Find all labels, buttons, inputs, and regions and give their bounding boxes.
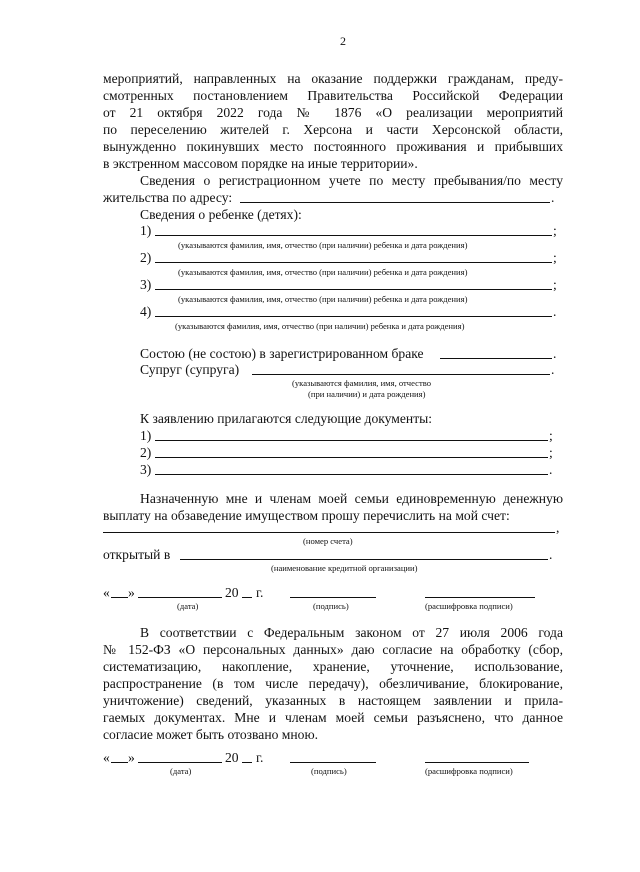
registration-line-2: жительства по адресу:: [103, 190, 233, 205]
child-2-field[interactable]: [155, 262, 552, 263]
intro-line-4: вынужденно покинувших место постоянного проживания и прибывших: [103, 139, 563, 154]
registration-line-1: Сведения о регистрационном учете по месту пребывания/по месту: [140, 173, 563, 188]
decoding-hint-2: (расшифровка подписи): [425, 766, 513, 776]
spouse-hint-1: (указываются фамилия, имя, отчество: [292, 378, 432, 388]
document-2-number: 2): [140, 445, 152, 460]
consent-line-3: систематизацию, накопление, хранение, уточнение, использование,: [103, 659, 563, 674]
document-2-field[interactable]: [155, 457, 548, 458]
intro-line-3: по переселению жителей г. Херсона и части Херсонской области,: [103, 122, 563, 137]
document-page: 2 мероприятий, направленных на оказание поддержки гражданам, преду- смотренных постановлением Правительства Российской Федерации от 21 октября 2022 года № 1876 «О реализации мероприятий по переселению жителей г. Херсона и части Херсонской области, вынужденно покинувших место постоянного проживания и прибывших в экстренном массовом порядке на иные территории». Сведения о регистрационном учете по месту пребывания/по месту жительства по адресу: . Сведения о ребенке (детях): 1) ; (указываются фамилия, имя, отчество (при наличии) ребенка и дата рождения) 2) ; (указываются фамилия, имя, отчество (при наличии) ребенка и дата рождения) 3) ; (указываются фамилия, имя, отчество (при наличии) ребенка и дата рождения) 4) . (указываются фамилия, имя, отчество (при наличии) ребенка и дата рождения) Состою (не состою) в зарегистрированном браке . Супруг (супруга) . (указываются фамилия, имя, отчество (при наличии) и дата рождения) К заявлению прилагаются следующие документы: 1) ; 2) ; 3) . Назначенную мне и членам моей семьи единовременную денежную выплату на обзаведение имуществом прошу перечислить на мой счет: , (номер счета) открытый в . (наименование кредитной организации) « » 20 г. (дата) (подпись) (расшифровка подписи) В соответствии с Федеральным законом от 27 июля 2006 года № 152-ФЗ «О персональных данных» даю согласие на обработку (сбор, систематизацию, накопление, хранение, уточнение, использование, распространение (в том числе передачу), обезличивание, блокирование, уничтожение) сведений, указанных в настоящем заявлении и прила- гаемых документах. Мне и членам моей семьи разъяснено, что данное согласие может быть отозвано мною. « » 20 г. (дата) (подпись) (расшифровка подписи): [103, 34, 563, 776]
intro-line-5: в экстренном массовом порядке на иные территории».: [103, 156, 418, 171]
child-3-hint: (указываются фамилия, имя, отчество (при наличии) ребенка и дата рождения): [178, 294, 468, 304]
date-month-field-1[interactable]: [138, 597, 222, 598]
intro-line-1b: смотренных постановлением Правительства Российской Федерации: [103, 88, 563, 103]
date-year-field-1[interactable]: [242, 597, 252, 598]
document-1-number: 1): [140, 428, 152, 443]
date-hint-1: (дата): [177, 601, 199, 611]
payment-line-2: выплату на обзаведение имуществом прошу перечислить на мой счет:: [103, 508, 510, 523]
child-2-number: 2): [140, 250, 152, 265]
marriage-label: Состою (не состою) в зарегистрированном браке: [140, 346, 424, 361]
child-4-hint: (указываются фамилия, имя, отчество (при наличии) ребенка и дата рождения): [175, 321, 465, 331]
consent-line-7: согласие может быть отозвано мною.: [103, 727, 319, 742]
child-4-number: 4): [140, 304, 152, 319]
account-number-field[interactable]: [103, 532, 555, 533]
child-4-field[interactable]: [155, 316, 552, 317]
document-3-number: 3): [140, 462, 152, 477]
spouse-label: Супруг (супруга): [140, 362, 240, 377]
child-1-field[interactable]: [155, 235, 552, 236]
consent-line-1: В соответствии с Федеральным законом от 27 июля 2006 года: [140, 625, 563, 640]
date-hint-2: (дата): [170, 766, 192, 776]
child-3-field[interactable]: [155, 289, 552, 290]
date-month-field-2[interactable]: [138, 762, 222, 763]
spouse-hint-2: (при наличии) и дата рождения): [308, 389, 426, 399]
date-year-field-2[interactable]: [242, 762, 252, 763]
consent-line-5: уничтожение) сведений, указанных в настоящем заявлении и прила-: [103, 693, 563, 708]
signature-hint-1: (подпись): [313, 601, 349, 611]
date-day-field-2[interactable]: [111, 762, 128, 763]
account-hint: (номер счета): [303, 536, 353, 546]
signature-field-2[interactable]: [290, 762, 376, 763]
signature-decoding-field-1[interactable]: [425, 597, 535, 598]
opened-in-label: открытый в: [103, 547, 171, 562]
document-3-field[interactable]: [155, 474, 548, 475]
consent-line-2: № 152-ФЗ «О персональных данных» даю согласие на обработку (сбор,: [103, 642, 563, 657]
child-1-number: 1): [140, 223, 152, 238]
registration-address-field[interactable]: [240, 202, 550, 203]
marriage-field[interactable]: [440, 358, 552, 359]
spouse-field[interactable]: [252, 374, 550, 375]
documents-heading: К заявлению прилагаются следующие документы:: [140, 411, 433, 426]
bank-hint: (наименование кредитной организации): [271, 563, 418, 573]
intro-line-1a: мероприятий, направленных на оказание поддержки гражданам, преду-: [103, 71, 563, 86]
signature-field-1[interactable]: [290, 597, 376, 598]
child-heading: Сведения о ребенке (детях):: [140, 207, 302, 222]
signature-hint-2: (подпись): [311, 766, 347, 776]
child-1-hint: (указываются фамилия, имя, отчество (при наличии) ребенка и дата рождения): [178, 240, 468, 250]
child-3-number: 3): [140, 277, 152, 292]
signature-decoding-field-2[interactable]: [425, 762, 529, 763]
document-1-field[interactable]: [155, 440, 548, 441]
bank-name-field[interactable]: [180, 559, 548, 560]
intro-line-2: от 21 октября 2022 года № 1876 «О реализации мероприятий: [103, 105, 563, 120]
date-day-field-1[interactable]: [111, 597, 128, 598]
decoding-hint-1: (расшифровка подписи): [425, 601, 513, 611]
payment-line-1: Назначенную мне и членам моей семьи единовременную денежную: [140, 491, 563, 506]
consent-line-6: гаемых документах. Мне и членам моей семьи разъяснено, что данное: [103, 710, 563, 725]
consent-line-4: распространение (в том числе передачу), обезличивание, блокирование,: [103, 676, 563, 691]
child-2-hint: (указываются фамилия, имя, отчество (при наличии) ребенка и дата рождения): [178, 267, 468, 277]
page-number: 2: [340, 34, 346, 48]
